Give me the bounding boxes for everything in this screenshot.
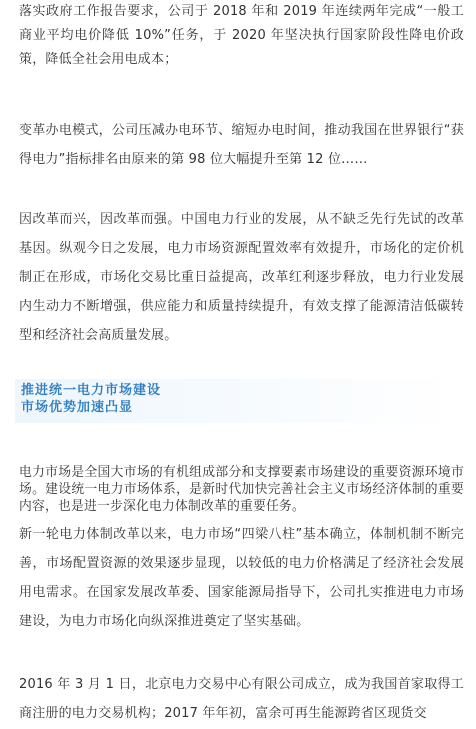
- section-title-line2: 市场优势加速凸显: [21, 400, 134, 415]
- paragraph-price-reduction: 落实政府工作报告要求，公司于 2018 年和 2019 年连续两年完成“一般工商业平均电价降低 10%”任务，于 2020 年坚决执行国家阶段性降电价政策，降低全社会用电成本；: [19, 4, 464, 67]
- paragraph-power-access-reform: 变革办电模式，公司压减办电环节、缩短办电时间，推动我国在世界银行“获得电力”指标排名由原来的第 98 位大幅提升至第 12 位……: [19, 123, 464, 167]
- section-heading-block: [15, 379, 461, 423]
- section-title-line1: 推进统一电力市场建设: [21, 383, 162, 398]
- paragraph-reform-development: 因改革而兴，因改革而强。中国电力行业的发展，从不缺乏先行先试的改革基因。纵观今日之发展，电力市场资源配置效率有效提升，市场化的定价机制正在形成，市场化交易比重日益提高，改革红利逐步释放，电力行业发展内生动力不断增强，供应能力和质量持续提升，有效支撑了能源清洁低碳转型和经济社会高质量发展。: [19, 212, 464, 343]
- paragraph-trading-center: 2016 年 3 月 1 日，北京电力交易中心有限公司成立，成为我国首家取得工商注册的电力交易机构；2017 年年初，富余可再生能源跨省区现货交: [19, 677, 464, 721]
- paragraph-market-reform-progress: 新一轮电力体制改革以来，电力市场“四梁八柱”基本确立，体制机制不断完善，市场配置资源的效果逐步显现，以较低的电力价格满足了经济社会发展用电需求。在国家发展改革委、国家能源局指导下，公司扎实推进电力市场建设，为电力市场化向纵深推进奠定了坚实基础。: [19, 527, 464, 629]
- paragraph-market-definition: 电力市场是全国大市场的有机组成部分和支撑要素市场建设的重要资源环境市场。建设统一电力市场体系，是新时代加快完善社会主义市场经济体制的重要内容，也是进一步深化电力体制改革的重要任务。: [19, 465, 464, 514]
